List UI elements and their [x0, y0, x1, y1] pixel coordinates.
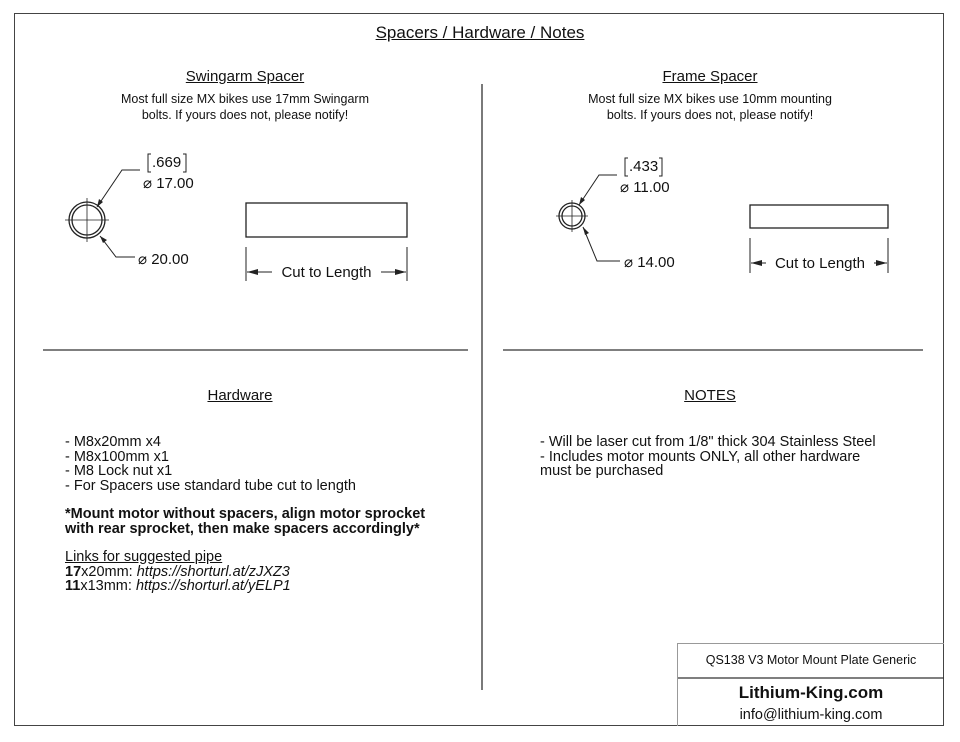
- link-row-11mm: [65, 579, 291, 594]
- page-title: Spacers / Hardware / Notes: [375, 23, 585, 42]
- company-name: Lithium-King.com: [738, 683, 884, 702]
- swingarm-dim-inner: ⌀ 17.00: [143, 175, 194, 192]
- hardware-warning: [65, 507, 425, 536]
- swingarm-dim-inch: .669: [152, 154, 182, 171]
- link2-dim: x13mm:: [80, 578, 136, 594]
- frame-dim-inch: .433: [629, 158, 659, 175]
- swingarm-cut-label: Cut to Length: [281, 264, 372, 281]
- swingarm-spacer-end-view: [65, 198, 109, 242]
- hardware-item: - M8 Lock nut x1: [65, 463, 173, 479]
- frame-cut-label: Cut to Length: [774, 255, 866, 272]
- link2-url[interactable]: https://shorturl.at/yELP1: [135, 578, 291, 594]
- hardware-heading: Hardware: [207, 387, 273, 404]
- link1-size: 17: [65, 563, 82, 580]
- frame-note-line1: Most full size MX bikes use 10mm mounting: [588, 92, 832, 106]
- frame-dim-inner: ⌀ 11.00: [620, 179, 670, 196]
- link1-dim: x20mm:: [81, 563, 137, 580]
- link-row-17mm: [65, 565, 291, 580]
- link2-size: 11: [65, 578, 81, 594]
- frame-spacer-side-view: [750, 205, 888, 228]
- notes-line1: - Will be laser cut from 1/8" thick 304 Stainless Steel: [540, 434, 876, 450]
- notes-heading: NOTES: [684, 387, 736, 404]
- warning-line2: with rear sprocket, then make spacers accordingly*: [65, 520, 420, 537]
- notes-line3: must be purchased: [540, 463, 664, 479]
- frame-note-line2: bolts. If yours does not, please notify!: [606, 108, 814, 122]
- company-email[interactable]: info@lithium-king.com: [739, 707, 883, 723]
- link1-url[interactable]: https://shorturl.at/zJXZ3: [136, 563, 290, 580]
- part-name: QS138 V3 Motor Mount Plate Generic: [705, 653, 917, 667]
- links-block: [65, 550, 291, 594]
- hardware-item: - For Spacers use standard tube cut to length: [65, 477, 356, 494]
- warning-line1: *Mount motor without spacers, align motor sprocket: [65, 506, 426, 522]
- frame-dim-outer: ⌀ 14.00: [624, 254, 675, 271]
- swingarm-spacer-side-view: [246, 203, 407, 237]
- swingarm-note-line1: Most full size MX bikes use 17mm Swingarm: [121, 92, 369, 106]
- hardware-item: - M8x100mm x1: [65, 448, 169, 465]
- swingarm-note-line2: bolts. If yours does not, please notify!: [141, 108, 349, 122]
- hardware-item: - M8x20mm x4: [65, 434, 161, 450]
- frame-heading: Frame Spacer: [662, 68, 758, 85]
- swingarm-dim-outer: ⌀ 20.00: [138, 251, 189, 268]
- hardware-list: [65, 435, 356, 493]
- notes-text: [540, 435, 876, 479]
- swingarm-heading: Swingarm Spacer: [185, 68, 305, 85]
- notes-line2: - Includes motor mounts ONLY, all other hardware: [540, 448, 861, 465]
- links-heading: Links for suggested pipe: [65, 549, 223, 565]
